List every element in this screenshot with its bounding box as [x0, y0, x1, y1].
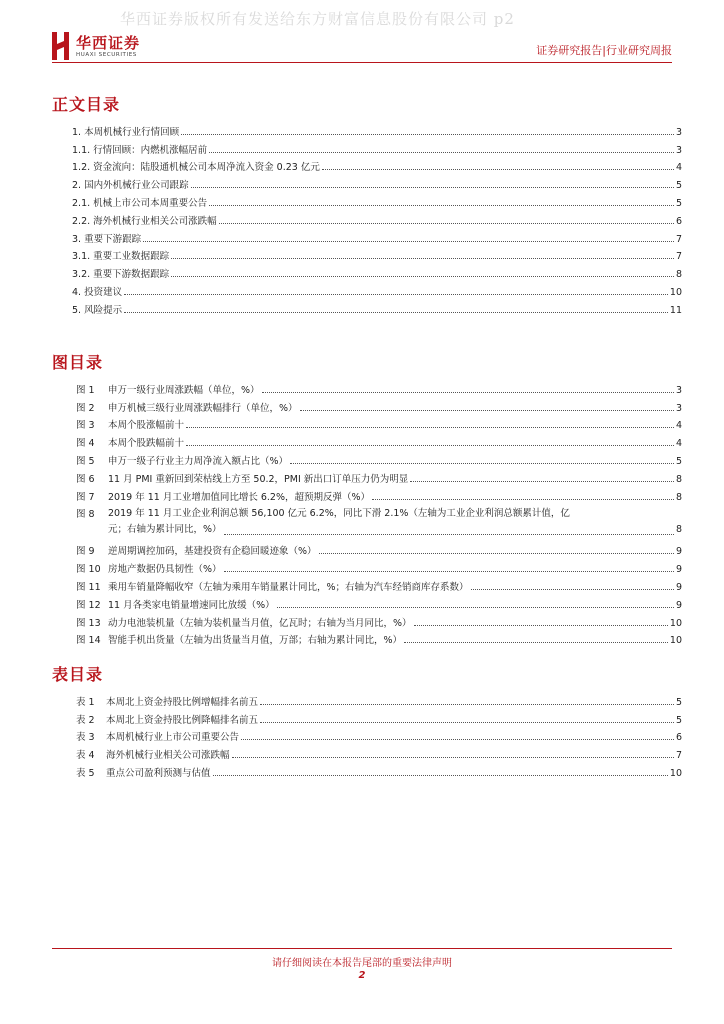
toc-entry-page: 7 [675, 251, 682, 263]
figure-caption-continued: 元；右轴为累计同比，%） [108, 523, 222, 535]
figure-label: 图 13 [76, 617, 101, 629]
table-page: 5 [675, 696, 682, 708]
dot-leader [471, 589, 674, 590]
dot-leader [290, 463, 674, 464]
toc-main-section [52, 92, 682, 316]
figure-label: 图 3 [76, 420, 95, 432]
figure-caption: 动力电池装机量（左轴为装机量当月值，亿瓦时；右轴为当月同比，%） [108, 617, 412, 629]
dot-leader [124, 312, 668, 313]
table-page: 7 [675, 750, 682, 762]
toc-entry[interactable] [72, 298, 682, 316]
figure-page: 8 [675, 523, 682, 535]
toc-entry[interactable] [72, 120, 682, 138]
toc-entry-text: 2. 国内外机械行业公司跟踪 [72, 180, 189, 192]
company-logo [52, 30, 164, 66]
dot-leader [213, 775, 668, 776]
table-label: 表 2 [76, 714, 95, 726]
figure-entry[interactable] [76, 414, 682, 432]
table-caption: 本周机械行业上市公司重要公告 [106, 732, 240, 744]
table-label: 表 4 [76, 750, 95, 762]
figure-entry[interactable] [76, 611, 682, 629]
dot-leader [181, 134, 674, 135]
figure-caption: 申万一级子行业主力周净流入额占比（%） [108, 455, 289, 467]
toc-entry-text: 1. 本周机械行业行情回顾 [72, 126, 180, 138]
dot-leader [410, 481, 674, 482]
dot-leader [319, 553, 674, 554]
figure-label: 图 7 [76, 491, 95, 503]
table-label: 表 1 [76, 696, 95, 708]
figure-caption: 11 月 PMI 重新回到荣枯线上方至 50.2，PMI 新出口订单压力仍为明显 [108, 473, 409, 485]
figure-caption: 智能手机出货量（左轴为出货量当月值，万部；右轴为累计同比，%） [108, 635, 403, 647]
figure-page: 4 [675, 438, 682, 450]
toc-entry-page: 3 [675, 126, 682, 138]
dot-leader [224, 571, 674, 572]
figure-page: 5 [675, 455, 682, 467]
toc-entry[interactable] [72, 209, 682, 227]
table-entry[interactable] [76, 743, 682, 761]
figure-caption: 本周个股跌幅前十 [108, 438, 185, 450]
figure-page: 9 [675, 564, 682, 576]
figure-label: 图 10 [76, 564, 101, 576]
table-entry[interactable] [76, 761, 682, 779]
figure-caption: 本周个股涨幅前十 [108, 420, 185, 432]
figure-page: 3 [675, 402, 682, 414]
dot-leader [171, 258, 674, 259]
toc-entry-page: 8 [675, 269, 682, 281]
dot-leader [404, 642, 668, 643]
figure-page: 9 [675, 599, 682, 611]
toc-entry[interactable] [72, 280, 682, 298]
toc-entry-text: 1.2. 资金流向：陆股通机械公司本周净流入资金 0.23 亿元 [72, 162, 320, 174]
figure-entry[interactable] [76, 467, 682, 485]
dot-leader [186, 427, 674, 428]
figure-label: 图 11 [76, 581, 101, 593]
toc-entry-page: 3 [675, 144, 682, 156]
toc-figures-title: 图目录 [52, 353, 104, 372]
table-entry[interactable] [76, 690, 682, 708]
dot-leader [414, 625, 668, 626]
dot-leader [232, 757, 674, 758]
footer-divider [52, 948, 672, 949]
table-page: 5 [675, 714, 682, 726]
dot-leader [124, 294, 668, 295]
toc-entry-page: 5 [675, 180, 682, 192]
figure-entry[interactable] [76, 540, 682, 558]
table-caption: 本周北上资金持股比例降幅排名前五 [106, 714, 259, 726]
toc-entry-text: 5. 风险提示 [72, 304, 123, 316]
toc-entry-text: 3.1. 重要工业数据跟踪 [72, 251, 170, 263]
toc-tables-section [52, 662, 682, 779]
toc-figures-section [52, 350, 682, 646]
dot-leader [191, 187, 674, 188]
toc-entry-text: 2.2. 海外机械行业相关公司涨跌幅 [72, 215, 217, 227]
dot-leader [260, 704, 674, 705]
figure-entry[interactable] [76, 485, 682, 503]
figure-page: 3 [675, 384, 682, 396]
figure-caption-wrap [108, 506, 682, 538]
figure-entry[interactable] [76, 378, 682, 396]
logo-mark-icon [52, 32, 70, 60]
toc-tables-title: 表目录 [52, 665, 104, 684]
figure-page: 8 [675, 491, 682, 503]
toc-main-list [72, 120, 682, 316]
figure-entry[interactable] [76, 396, 682, 414]
dot-leader [260, 722, 674, 723]
toc-entry-page: 11 [669, 304, 682, 316]
toc-entry[interactable] [72, 227, 682, 245]
figure-caption: 2019 年 11 月工业企业利润总额 56,100 亿元 6.2%，同比下滑 2.1%（左轴为工业企业利润总额累计值，亿 [108, 507, 570, 519]
figure-entry[interactable] [76, 629, 682, 647]
toc-entry[interactable] [72, 245, 682, 263]
toc-entry-text: 4. 投资建议 [72, 286, 123, 298]
toc-entry-text: 2.1. 机械上市公司本周重要公告 [72, 197, 208, 209]
dot-leader [372, 499, 674, 500]
figure-label: 图 12 [76, 599, 101, 611]
toc-entry[interactable] [72, 156, 682, 174]
figure-entry[interactable] [76, 503, 682, 540]
toc-entry-page: 10 [669, 286, 682, 298]
dot-leader [277, 607, 674, 608]
figure-label: 图 1 [76, 384, 95, 396]
report-type-tag: 证券研究报告|行业研究周报 [536, 44, 672, 57]
toc-tables-list [76, 690, 682, 779]
figure-page: 4 [675, 420, 682, 432]
table-label: 表 3 [76, 732, 95, 744]
figure-label: 图 5 [76, 455, 95, 467]
table-entry[interactable] [76, 726, 682, 744]
header-divider [52, 62, 672, 63]
toc-entry[interactable] [72, 138, 682, 156]
dot-leader [262, 392, 674, 393]
figure-caption: 11 月各类家电销量增速同比放缓（%） [108, 599, 275, 611]
dot-leader [171, 276, 674, 277]
figure-label: 图 6 [76, 473, 95, 485]
table-caption: 重点公司盈利预测与估值 [106, 767, 211, 779]
toc-entry[interactable] [72, 191, 682, 209]
page-number: 2 [358, 970, 366, 981]
figure-page: 9 [675, 581, 682, 593]
figure-page: 10 [669, 635, 682, 647]
dot-leader [322, 169, 674, 170]
figure-entry[interactable] [76, 593, 682, 611]
figure-label: 图 8 [76, 508, 95, 520]
figure-entry[interactable] [76, 575, 682, 593]
figure-caption: 申万一级行业周涨跌幅（单位，%） [108, 384, 260, 396]
figure-page: 9 [675, 546, 682, 558]
logo-english-name: HUAXI SECURITIES [76, 52, 137, 58]
figure-caption-line2 [108, 522, 682, 538]
figure-entry[interactable] [76, 557, 682, 575]
table-page: 10 [669, 767, 682, 779]
figure-caption: 2019 年 11 月工业增加值同比增长 6.2%，超预期反弹（%） [108, 491, 371, 503]
table-caption: 本周北上资金持股比例增幅排名前五 [106, 696, 259, 708]
figure-caption: 逆周期调控加码，基建投资有企稳回暖迹象（%） [108, 546, 317, 558]
dot-leader [241, 739, 674, 740]
toc-figures-list [76, 378, 682, 646]
dot-leader [224, 534, 674, 535]
figure-page: 8 [675, 473, 682, 485]
toc-entry-page: 5 [675, 197, 682, 209]
watermark-text: 华西证券版权所有发送给东方财富信息股份有限公司 p2 [120, 10, 515, 28]
legal-notice: 请仔细阅读在本报告尾部的重要法律声明 [272, 958, 452, 969]
figure-entry[interactable] [76, 449, 682, 467]
table-entry[interactable] [76, 708, 682, 726]
toc-main-title: 正文目录 [52, 95, 121, 114]
figure-label: 图 9 [76, 546, 95, 558]
dot-leader [300, 410, 674, 411]
figure-label: 图 2 [76, 402, 95, 414]
figure-caption: 房地产数据仍具韧性（%） [108, 564, 222, 576]
table-page: 6 [675, 732, 682, 744]
toc-entry-page: 7 [675, 233, 682, 245]
dot-leader [143, 241, 674, 242]
figure-page: 10 [669, 617, 682, 629]
table-caption: 海外机械行业相关公司涨跌幅 [106, 750, 230, 762]
toc-entry-page: 4 [675, 162, 682, 174]
dot-leader [209, 152, 674, 153]
toc-entry[interactable] [72, 262, 682, 280]
toc-entry-text: 1.1. 行情回顾：内燃机涨幅居前 [72, 144, 208, 156]
toc-entry-text: 3.2. 重要下游数据跟踪 [72, 269, 170, 281]
table-label: 表 5 [76, 767, 95, 779]
toc-entry-text: 3. 重要下游跟踪 [72, 233, 142, 245]
toc-entry-page: 6 [675, 215, 682, 227]
logo-chinese-name: 华西证券 [76, 34, 141, 52]
figure-label: 图 4 [76, 438, 95, 450]
figure-entry[interactable] [76, 431, 682, 449]
figure-label: 图 14 [76, 635, 101, 647]
figure-caption: 乘用车销量降幅收窄（左轴为乘用车销量累计同比，%；右轴为汽车经销商库存系数） [108, 581, 469, 593]
toc-entry[interactable] [72, 173, 682, 191]
dot-leader [186, 445, 674, 446]
figure-caption: 申万机械三级行业周涨跌幅排行（单位，%） [108, 402, 298, 414]
dot-leader [219, 223, 674, 224]
dot-leader [209, 205, 674, 206]
